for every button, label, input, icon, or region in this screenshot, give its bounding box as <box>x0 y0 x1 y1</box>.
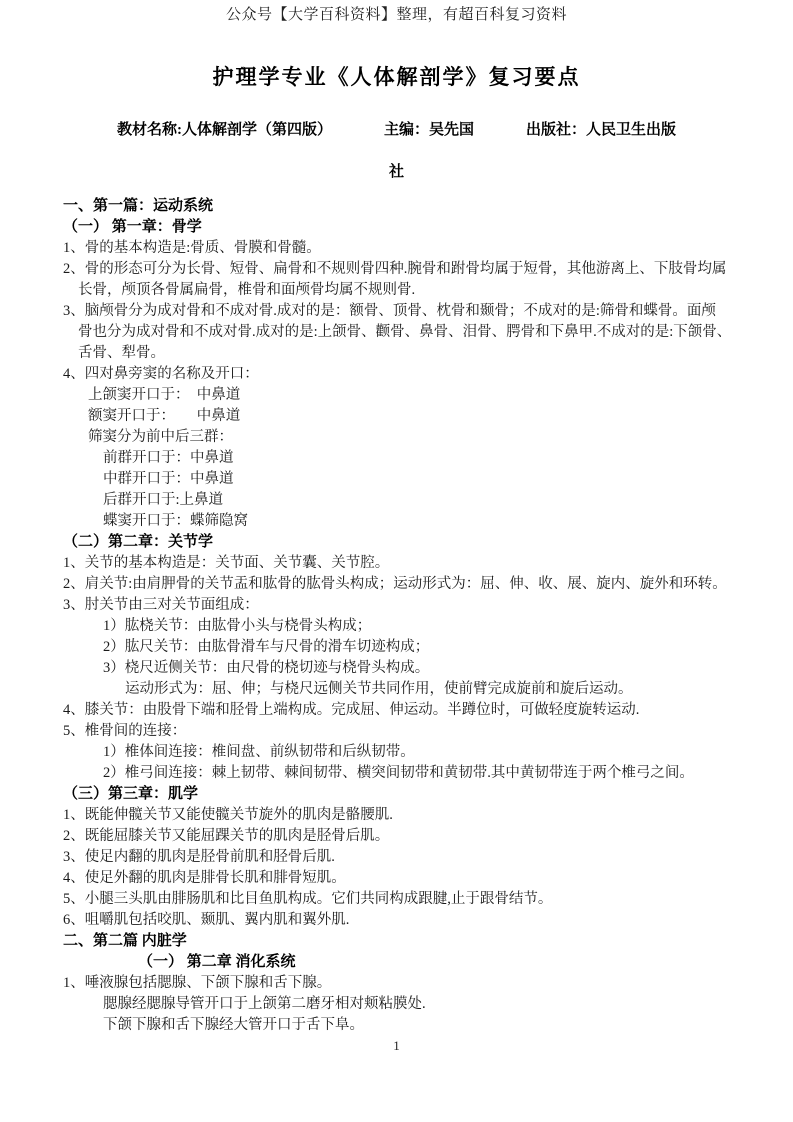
textbook-name: 教材名称:人体解剖学（第四版） <box>116 122 332 138</box>
doc-line: 骨也分为成对骨和不成对骨.成对的是:上颌骨、颧骨、鼻骨、泪骨、腭骨和下鼻甲.不成对的是:下颌骨、 <box>78 324 732 340</box>
doc-line: 2、骨的形态可分为长骨、短骨、扁骨和不规则骨四种.腕骨和跗骨均属于短骨，其他游离上、下肢骨均属 <box>63 261 727 277</box>
doc-line: 3、脑颅骨分为成对骨和不成对骨.成对的是：额骨、顶骨、枕骨和颞骨；不成对的是:筛骨和蝶骨。面颅 <box>63 303 716 319</box>
section-heading: （一） 第二章 消化系统 <box>138 954 296 970</box>
section-heading: 二、第二篇 内脏学 <box>63 933 187 949</box>
doc-line: 4、使足外翻的肌肉是腓骨长肌和腓骨短肌。 <box>63 870 346 886</box>
page-header-note: 公众号【大学百科资料】整理，有超百科复习资料 <box>225 7 567 23</box>
doc-line: 1、既能伸髋关节又能使髋关节旋外的肌肉是骼腰肌. <box>63 807 393 823</box>
doc-line: 长骨，颅顶各骨属扁骨，椎骨和面颅骨均属不规则骨. <box>78 282 416 298</box>
doc-line: 中群开口于：中鼻道 <box>103 471 234 487</box>
doc-line: 3）桡尺近侧关节：由尺骨的桡切迹与桡骨头构成。 <box>103 660 430 676</box>
doc-line: 舌骨、犁骨。 <box>78 345 165 361</box>
section-heading: （三）第三章：肌学 <box>63 786 199 802</box>
doc-line: 下颌下腺和舌下腺经大管开口于舌下阜。 <box>103 1017 364 1033</box>
section-heading: （一） 第一章：骨学 <box>63 219 202 235</box>
doc-line: 2、既能屈膝关节又能屈踝关节的肌肉是胫骨后肌。 <box>63 828 390 844</box>
doc-line: 腮腺经腮腺导管开口于上颌第二磨牙相对颊粘膜处. <box>103 996 426 1012</box>
doc-line: 筛窦分为前中后三群： <box>88 429 233 445</box>
doc-line: 运动形式为：屈、伸；与桡尺远侧关节共同作用，使前臂完成旋前和旋后运动。 <box>125 681 633 697</box>
doc-line: 4、四对鼻旁窦的名称及开口： <box>63 366 259 382</box>
page-number: 1 <box>393 1038 400 1053</box>
doc-line: 1）椎体间连接：椎间盘、前纵韧带和后纵韧带。 <box>103 744 415 760</box>
section-heading: （二）第二章：关节学 <box>63 534 214 550</box>
doc-line: 5、小腿三头肌由腓肠肌和比目鱼肌构成。它们共同构成跟腱,止于跟骨结节。 <box>63 891 553 907</box>
doc-line: 2、肩关节:由肩胛骨的关节盂和肱骨的肱骨头构成；运动形式为：屈、伸、收、展、旋内、旋外和环转。 <box>63 576 727 592</box>
doc-line: 2）肱尺关节：由肱骨滑车与尺骨的滑车切迹构成； <box>103 639 430 655</box>
doc-line: 额窦开口于： 中鼻道 <box>88 408 241 424</box>
doc-line: 蝶窦开口于：蝶筛隐窝 <box>103 513 248 529</box>
chief-editor: 主编：吴先国 <box>383 122 474 138</box>
doc-line: 1、唾液腺包括腮腺、下颌下腺和舌下腺。 <box>63 975 332 991</box>
doc-line: 2）椎弓间连接：棘上韧带、棘间韧带、横突间韧带和黄韧带.其中黄韧带连于两个椎弓之间。 <box>103 765 694 781</box>
doc-line: 3、肘关节由三对关节面组成： <box>63 597 259 613</box>
publisher-wrap-char: 社 <box>388 164 404 180</box>
doc-line: 后群开口于:上鼻道 <box>103 492 224 508</box>
document-body <box>63 196 753 1036</box>
doc-line: 6、咀嚼肌包括咬肌、颞肌、翼内肌和翼外肌. <box>63 912 350 928</box>
doc-line: 3、使足内翻的肌肉是胫骨前肌和胫骨后肌. <box>63 849 335 865</box>
doc-line: 上颌窦开口于： 中鼻道 <box>88 387 241 403</box>
doc-line: 1、关节的基本构造是：关节面、关节囊、关节腔。 <box>63 555 390 571</box>
section-heading: 一、第一篇：运动系统 <box>63 198 214 214</box>
publisher: 出版社：人民卫生出版 <box>526 122 677 138</box>
doc-line: 5、椎骨间的连接： <box>63 723 187 739</box>
textbook-meta-line <box>0 118 793 139</box>
doc-line: 4、膝关节：由股骨下端和胫骨上端构成。完成屈、伸运动。半蹲位时，可做轻度旋转运动. <box>63 702 640 718</box>
document-title: 护理学专业《人体解剖学》复习要点 <box>212 65 581 89</box>
doc-line: 前群开口于：中鼻道 <box>103 450 234 466</box>
doc-line: 1）肱桡关节：由肱骨小头与桡骨头构成； <box>103 618 372 634</box>
doc-line: 1、骨的基本构造是:骨质、骨膜和骨髓。 <box>63 240 321 256</box>
